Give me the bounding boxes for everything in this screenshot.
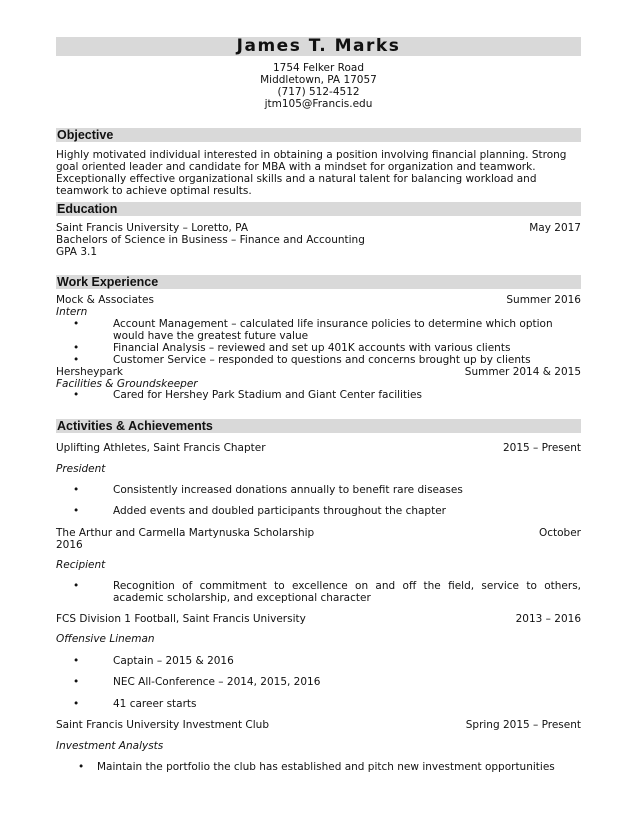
job-role: Facilities & Groundskeeper [56, 378, 198, 390]
bullet-point: • [73, 318, 80, 330]
activity-org: The Arthur and Carmella Martynuska Scholarship [56, 527, 315, 539]
activity-bullet: NEC All-Conference – 2014, 2015, 2016 [113, 676, 321, 688]
objective-text: Highly motivated individual interested in obtaining a position involving financial planning. Strong goal oriented leader and candidate for MBA with a mindset for organization and teamwork. Exceptionally effective organizational skills and a natural talent for balancing workload and teamwork to achieve optimal results. [56, 149, 567, 197]
activity-date: October [538, 527, 581, 539]
objective-heading: Objective [57, 128, 114, 142]
job-date: Summer 2014 & 2015 [464, 366, 581, 378]
activity-bullet: Captain – 2015 & 2016 [113, 655, 234, 667]
job-employer: Mock & Associates [56, 294, 154, 306]
bullet-point: • [73, 354, 80, 366]
job-date: Summer 2016 [506, 294, 581, 306]
address-line-1: 1754 Felker Road [272, 62, 365, 74]
job-bullet: Financial Analysis – reviewed and set up 401K accounts with various clients [113, 342, 511, 354]
activity-role: Investment Analysts [56, 740, 164, 752]
activity-role: President [56, 463, 106, 475]
activity-role: Offensive Lineman [56, 633, 155, 645]
education-school: Saint Francis University – Loretto, PA [56, 222, 249, 234]
activities-heading: Activities & Achievements [57, 419, 213, 433]
activity-bullet: Added events and doubled participants throughout the chapter [113, 505, 446, 517]
candidate-name: James T. Marks [236, 36, 401, 56]
education-banner [56, 202, 581, 216]
job-bullet: Cared for Hershey Park Stadium and Giant Center facilities [113, 389, 422, 401]
education-gpa: GPA 3.1 [56, 246, 98, 258]
bullet-point: • [73, 655, 80, 667]
work-heading: Work Experience [57, 275, 159, 289]
education-heading: Education [57, 202, 118, 216]
bullet-point: • [73, 505, 80, 517]
education-degree: Bachelors of Science in Business – Finance and Accounting [56, 234, 365, 246]
email-address: jtm105@Francis.edu [264, 98, 373, 110]
activity-bullet: 41 career starts [113, 698, 197, 710]
activity-date: Spring 2015 – Present [465, 719, 581, 731]
activity-bullet: Consistently increased donations annually to benefit rare diseases [113, 484, 463, 496]
job-bullet: Account Management – calculated life insurance policies to determine which option would have the greatest future value [113, 318, 553, 342]
activity-bullet: Maintain the portfolio the club has established and pitch new investment opportunities [97, 761, 555, 773]
activity-date-year: 2016 [56, 539, 83, 551]
job-role: Intern [56, 306, 88, 318]
bullet-point: • [73, 389, 80, 401]
bullet-point: • [73, 580, 80, 592]
activity-org: FCS Division 1 Football, Saint Francis University [56, 613, 306, 625]
bullet-point: • [73, 698, 80, 710]
bullet-point: • [73, 676, 80, 688]
activity-role: Recipient [56, 559, 106, 571]
activity-date: 2013 – 2016 [515, 613, 581, 625]
bullet-point: • [78, 761, 85, 773]
job-employer: Hersheypark [56, 366, 123, 378]
activity-bullet: Recognition of commitment to excellence on and off the field, service to others, academic scholarship, and exceptional character [113, 580, 581, 604]
activity-org: Saint Francis University Investment Club [56, 719, 269, 731]
bullet-point: • [73, 342, 80, 354]
bullet-point: • [73, 484, 80, 496]
job-bullet: Customer Service – responded to questions and concerns brought up by clients [113, 354, 531, 366]
education-date: May 2017 [529, 222, 581, 234]
objective-banner [56, 128, 581, 142]
activity-date: 2015 – Present [502, 442, 581, 454]
address-line-2: Middletown, PA 17057 [260, 74, 377, 86]
activity-org: Uplifting Athletes, Saint Francis Chapter [56, 442, 266, 454]
phone-number: (717) 512-4512 [277, 86, 360, 98]
